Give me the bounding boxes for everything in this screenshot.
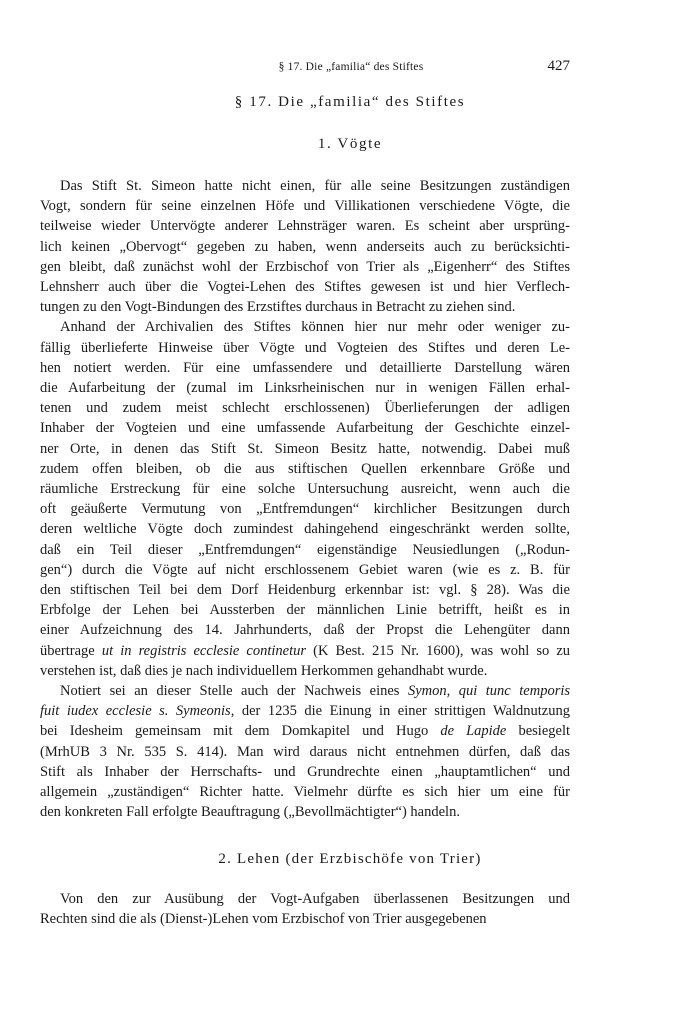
text-line: [40, 641, 570, 661]
text-segment: (K Best. 215 Nr. 1600), was wohl so zu: [306, 642, 571, 659]
text-line: [40, 176, 570, 196]
text-line: [40, 701, 570, 721]
text-segment: daß ein Teil dieser „Entfremdungen“ eigenständige Neusiedlungen („Rodun-: [40, 541, 570, 558]
text-line: [40, 560, 570, 580]
text-line: [40, 338, 570, 358]
italic-segment: de Lapide: [440, 723, 507, 740]
text-line: [40, 317, 570, 337]
text-line: [40, 580, 570, 600]
text-segment: (MrhUB 3 Nr. 535 S. 414). Man wird daraus nicht entnehmen dürfen, daß das: [40, 743, 570, 760]
text-segment: lich keinen „Obervogt“ gegeben zu haben, wenn anderseits auch zu berücksichti-: [40, 238, 570, 255]
text-segment: den stiftischen Teil bei dem Dorf Heidenburg erkennbar ist: vgl. § 28). Was die: [40, 582, 570, 599]
text-line: [40, 519, 570, 539]
text-segment: Stift als Inhaber der Herrschafts- und Grundrechte einen „hauptamtlichen“ und: [40, 763, 570, 780]
text-segment: fällig überlieferte Hinweise über Vögte und Vogteien des Stiftes und deren Le-: [40, 339, 570, 356]
text-segment: Von den zur Ausübung der Vogt-Aufgaben überlassenen Besitzungen und: [60, 891, 570, 907]
text-line: [40, 742, 570, 762]
text-line: [40, 257, 570, 277]
text-segment: Erbfolge der Lehen bei Aussterben der männlichen Linie betrifft, heißt es in: [40, 602, 570, 619]
text-segment: oft geäußerte Vermutung von „Entfremdungen“ kirchlicher Besitzungen durch: [40, 501, 570, 518]
text-segment: hen notiert werden. Für eine umfassendere und detaillierte Darstellung wären: [40, 359, 570, 376]
subsection-title-voegte: 1. Vögte: [317, 136, 383, 152]
text-line: [40, 378, 570, 398]
text-line: [40, 909, 570, 929]
text-line: [40, 237, 570, 257]
text-segment: räumliche Erstreckung für eine solche Untersuchung ausreicht, wenn auch die: [40, 481, 570, 498]
text-segment: teilweise wieder Untervögte anderer Lehnsträger waren. Es scheint aber ursprüng-: [40, 218, 570, 235]
text-line: [40, 782, 570, 802]
text-segment: tenen und zudem meist schlecht erschlossenen) Überlieferungen der adligen: [40, 400, 570, 417]
text-segment: Das Stift St. Simeon hatte nicht einen, für alle seine Besitzungen zuständigen: [60, 178, 570, 194]
text-line: [40, 499, 570, 519]
text-segment: übertrage: [40, 642, 102, 659]
subsection-title-lehen: 2. Lehen (der Erzbischöfe von Trier): [218, 851, 482, 867]
italic-segment: Symon, qui tunc temporis: [407, 683, 571, 700]
text-line: [40, 297, 570, 317]
text-segment: einer Aufzeichnung des 14. Jahrhunderts, daß der Propst die Lehengüter dann: [40, 622, 570, 639]
text-segment: den konkreten Fall erfolgte Beauftragung („Bevollmächtigter“) handeln.: [40, 804, 460, 821]
text-segment: Anhand der Archivalien des Stiftes können hier nur mehr oder weniger zu-: [60, 319, 570, 336]
text-segment: ner Orte, in denen das Stift St. Simeon Besitz hatte, notwendig. Dabei muß: [40, 440, 570, 457]
running-header: [132, 58, 570, 80]
text-segment: deren weltliche Vögte doch zumindest dahingehend eingeschränkt werden sollte,: [40, 521, 570, 538]
body-text-lehen: [40, 889, 570, 929]
italic-segment: ut in registris ecclesie continetur: [101, 642, 307, 659]
text-segment: Rechten sind die als (Dienst-)Lehen vom Erzbischof von Trier ausgegebenen: [40, 911, 487, 928]
text-line: [40, 721, 570, 741]
text-segment: Inhaber der Vogteien und eine umfassende Aufarbeitung der Geschichte einzel-: [40, 420, 570, 437]
text-segment: besiegelt: [506, 723, 570, 740]
text-segment: die Aufarbeitung der (zumal im Linksrheinischen nur in wenigen Fällen erhal-: [40, 380, 570, 397]
text-line: [40, 358, 570, 378]
text-line: [40, 277, 570, 297]
paragraph: [40, 317, 570, 681]
text-segment: tungen zu den Vogt-Bindungen des Erzstiftes durchaus in Betracht zu ziehen sind.: [40, 299, 516, 316]
paragraph: [40, 681, 570, 822]
text-line: [40, 600, 570, 620]
text-line: [40, 681, 570, 701]
text-segment: Lehnsherr auch über die Vogtei-Lehen des Stiftes gewesen ist und hier Verflech-: [40, 279, 570, 296]
body-text-voegte: [40, 176, 570, 823]
text-segment: , der 1235 die Einung in einer strittigen Waldnutzung: [230, 703, 570, 720]
paragraph: [40, 889, 570, 929]
text-line: [40, 479, 570, 499]
running-title: § 17. Die „familia“ des Stiftes: [278, 61, 424, 73]
text-line: [40, 439, 570, 459]
text-segment: gen“) durch die Vögte auf nicht erschlossenem Gebiet waren (wie es z. B. für: [40, 561, 570, 578]
text-segment: gen bleibt, daß zunächst wohl der Erzbischof von Trier als „Eigenherr“ des Stiftes: [40, 258, 570, 275]
text-line: [40, 216, 570, 236]
text-line: [40, 459, 570, 479]
text-line: [40, 418, 570, 438]
text-segment: zudem offen bleiben, ob die aus stiftischen Quellen erkennbare Größe und: [40, 460, 570, 477]
section-title: § 17. Die „familia“ des Stiftes: [234, 94, 466, 110]
text-line: [40, 540, 570, 560]
text-segment: Notiert sei an dieser Stelle auch der Nachweis eines: [60, 683, 408, 700]
italic-segment: fuit iudex ecclesie s. Symeonis: [40, 703, 231, 720]
text-segment: Vogt, sondern für seine einzelnen Höfe und Villikationen verschiedene Vögte, die: [40, 198, 570, 215]
page-number: 427: [547, 58, 570, 74]
text-line: [40, 398, 570, 418]
text-line: [40, 762, 570, 782]
paragraph: [40, 176, 570, 317]
text-segment: verstehen ist, daß dies je nach individuellem Herkommen gehandhabt wurde.: [40, 662, 488, 679]
text-line: [40, 889, 570, 909]
text-line: [40, 802, 570, 822]
text-segment: bei Idesheim gemeinsam mit dem Domkapitel und Hugo: [40, 723, 441, 740]
text-line: [40, 661, 570, 681]
text-segment: allgemein „zuständigen“ Richter hatte. Vielmehr dürfte es sich hier um eine für: [40, 784, 570, 801]
text-line: [40, 620, 570, 640]
text-line: [40, 196, 570, 216]
